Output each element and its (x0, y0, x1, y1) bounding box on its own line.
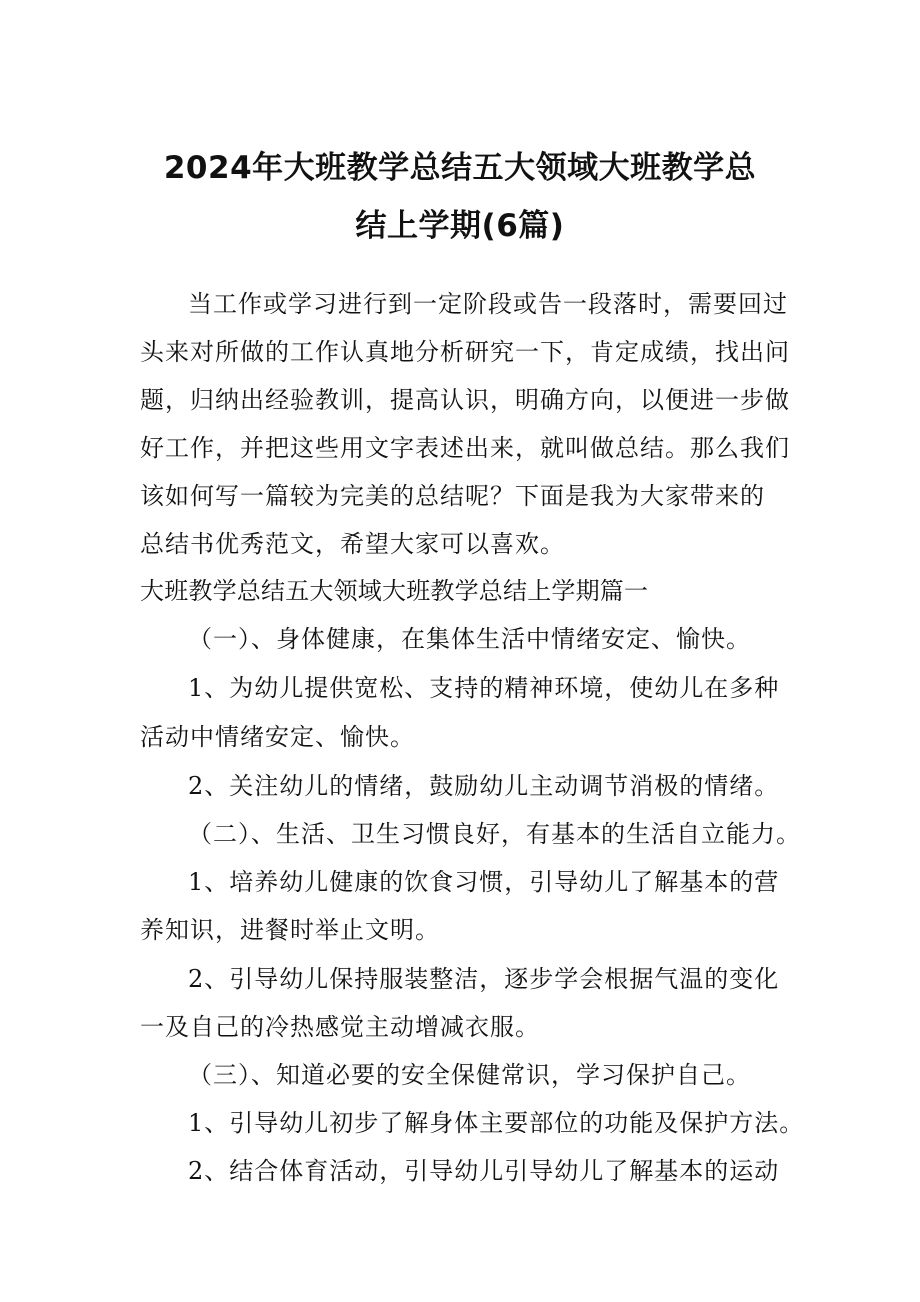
document-title-line-2: 结上学期(6篇) (355, 208, 565, 244)
intro-line: 该如何写一篇较为完美的总结呢？下面是我为大家带来的 (140, 482, 765, 510)
body-line: 1、培养幼儿健康的饮食习惯，引导幼儿了解基本的营 (188, 868, 780, 896)
body-line: 2、关注幼儿的情绪，鼓励幼儿主动调节消极的情绪。 (188, 772, 780, 800)
section-heading: 大班教学总结五大领域大班教学总结上学期篇一 (140, 577, 649, 605)
body-line: （三）、知道必要的安全保健常识，学习保护自己。 (188, 1061, 751, 1089)
body-line: 养知识，进餐时举止文明。 (140, 916, 440, 944)
intro-line: 头来对所做的工作认真地分析研究一下，肯定成绩，找出问 (140, 338, 790, 366)
intro-line: 当工作或学习进行到一定阶段或告一段落时，需要回过 (188, 290, 788, 318)
intro-line: 好工作，并把这些用文字表述出来，就叫做总结。那么我们 (140, 434, 790, 462)
body-line: 1、引导幼儿初步了解身体主要部位的功能及保护方法。 (188, 1109, 805, 1137)
body-line: （一）、身体健康，在集体生活中情绪安定、愉快。 (188, 625, 751, 653)
intro-line: 总结书优秀范文，希望大家可以喜欢。 (140, 530, 565, 558)
body-line: 一及自己的冷热感觉主动增减衣服。 (140, 1013, 540, 1041)
body-line: （二）、生活、卫生习惯良好，有基本的生活自立能力。 (188, 820, 801, 848)
body-line: 2、结合体育活动，引导幼儿引导幼儿了解基本的运动 (188, 1157, 780, 1185)
body-line: 2、引导幼儿保持服装整洁，逐步学会根据气温的变化 (188, 965, 780, 993)
body-line: 活动中情绪安定、愉快。 (140, 723, 415, 751)
document-title-line-1: 2024年大班教学总结五大领域大班教学总 (163, 150, 757, 186)
body-line: 1、为幼儿提供宽松、支持的精神环境，使幼儿在多种 (188, 674, 780, 702)
intro-line: 题，归纳出经验教训，提高认识，明确方向，以便进一步做 (140, 386, 790, 414)
